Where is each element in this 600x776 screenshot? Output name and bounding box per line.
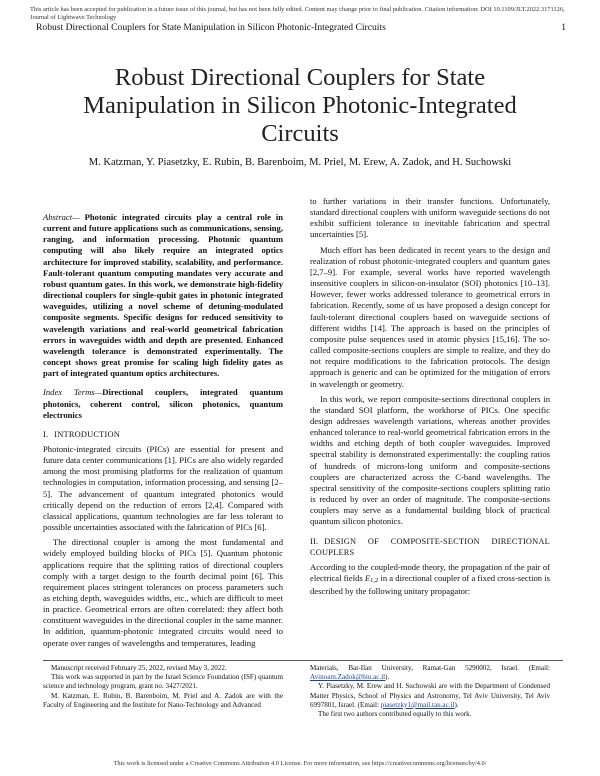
abstract-text: Photonic integrated circuits play a central role in current and future applications such as communications, sensing, ranging, and information processing. Photonic quantum computing will also likely require an integrated optics architecture for improved stability, scalability, and performance. Fault-tolerant quantum computing mandates very accurate and robust quantum gates. In this work, we demonstrate high-fidelity directional couplers for single-qubit gates in photonic integrated waveguides, utilizing a novel scheme of detuning-modulated composite segments. Specific designs for reduced sensitivity to wavelength variations and real-world geometrical fabrication errors in waveguides width and depth are presented. Enhanced wavelength tolerance is demonstrated experimentally. The concept shows great promise for scaling high fidelity gates as part of integrated quantum optics architectures. (43, 212, 283, 379)
footnote: Manuscript received February 25, 2022, revised May 3, 2022. (51, 664, 227, 672)
section-heading-intro: I. INTRODUCTION (43, 429, 120, 439)
abstract-label: Abstract— (43, 212, 80, 222)
left-column (43, 196, 283, 653)
index-terms (43, 387, 283, 420)
footnotes-right (310, 664, 550, 719)
design-paragraph: According to the coupled-mode theory, the propagation of the pair of electrical fields E1,2 in a directional coupler of a fixed cross-section is described by the following unitary propagator: (310, 561, 550, 597)
intro-paragraph: to further variations in their transfer functions. Unfortunately, standard directional couplers with uniform waveguide sections do not exhibit sufficient tolerance to inevitable fabrication and spectral uncertainties [5]. (310, 196, 550, 240)
intro-paragraph: Much effort has been dedicated in recent years to the design and realization of robust photonic-integrated couplers and quantum gates [2,7–9]. For example, several works have reported wavelength insensitive couplers in silicon-on-insulator (SOI) photonics [10–13]. However, fewer works addressed tolerance to geometrical errors in fabrication. Recently, some of us have proposed a design concept for fault-tolerant directional couplers based on waveguide sections of different widths [14]. The approach is based on the principles of composite pulse sequences used in atomic physics [15,16]. The so-called composite-sections couplers are simple to realize, and they do not require modifications to the fabrication protocols. The design approach is generic and can be optimized for the mitigation of errors in wavelength or geometry. (310, 244, 550, 389)
footnote: Materials, Bar-Ilan University, Ramat-Gan 5290002, Israel. (Email: Avinoam.Zadok@biu.ac.il). (310, 664, 550, 682)
running-title: Robust Directional Couplers for State Manipulation in Silicon Photonic-Integrated Circuits (36, 22, 386, 33)
index-terms-text: Directional couplers, integrated quantum photonics, coherent control, silicon photonics, quantum electronics (43, 387, 283, 420)
abstract (43, 212, 283, 379)
footnote: Y. Piasetzky, M. Erew and H. Suchowski are with the Department of Condensed Matter Physics, School of Physics and Astronomy, Tel Aviv University, Tel Aviv 6997801, Israel. (Email: piasetzky1@mail.tau.ac.il). (310, 682, 550, 709)
footnotes-left (43, 664, 283, 710)
section-heading-design: II. DESIGN OF COMPOSITE-SECTION DIRECTIONAL COUPLERS (310, 536, 550, 557)
footnote: M. Katzman, E. Rubin, B. Barenboim, M. Priel and A. Zadok are with the Faculty of Engineering and the Institute for Nano-Technology and Advanced (43, 691, 283, 709)
running-header (36, 22, 566, 33)
license-footer: This work is licensed under a Creative Commons Attribution 4.0 License. For more information, see https://creativecommons.org/licenses/by/4.0/ (113, 760, 487, 767)
paper-title: Robust Directional Couplers for State Manipulation in Silicon Photonic-Integrated Circuits (83, 64, 517, 147)
page-number: 1 (561, 22, 566, 33)
email-link-piasetzky[interactable]: piasetzky1@mail.tau.ac.il (380, 700, 455, 709)
intro-paragraph: In this work, we report composite-sections directional couplers in the standard SOI platform, the workhorse of PICs. One specific design addresses wavelength variations, whereas another provides enhanced tolerance to real-world geometrical fabrication errors in the widths and etching depth of both coupler waveguides. Improved spectral stability is demonstrated experimentally: the coupling ratios of hundreds of microns-long uniform and composite-sections couplers are characterized across the C-band wavelengths. The spectral sensitivity of the composite-sections couplers splitting ratio is reduced by over an order of magnitude. The composite-sections couplers may serve as a fundamental building block of practical quantum silicon photonics. (310, 393, 550, 527)
author-list: M. Katzman, Y. Piasetzky, E. Rubin, B. Barenboim, M. Priel, M. Erew, A. Zadok, and H. Suchowski (88, 157, 512, 168)
field-symbol: E (364, 573, 371, 583)
footnote: This work was supported in part by the Israel Science Foundation (ISF) quantum science and technology program, grant no. 3427/2021. (43, 673, 283, 691)
journal-banner: This article has been accepted for publication in a future issue of this journal, but has not been fully edited. Content may change prior to final publication. Citation information: DOI 10.1109/JLT.2022.3171126, Journal of Lightwave Technology (30, 6, 565, 21)
index-terms-label: Index Terms— (43, 387, 103, 398)
right-column (310, 196, 550, 601)
email-link-zadok[interactable]: Avinoam.Zadok@biu.ac.il (310, 673, 386, 682)
intro-paragraph: The directional coupler is among the most fundamental and widely employed building blocks of PICs [5]. Quantum photonic applications require that the splitting ratios of directional couplers comply with a target design to the fourth decimal point [6]. This requirement places stringent tolerances on process parameters such as etching depth, waveguides widths, etc., which are difficult to meet in practice. Geometrical errors are often correlated: they affect both constituent waveguides in the directional coupler in the same manner. In addition, quantum-photonic integrated circuits would need to operate over ranges of wavelengths and temperatures, leading (43, 537, 283, 648)
footnote-divider (43, 660, 563, 661)
footnote: The first two authors contributed equally to this work. (318, 710, 472, 719)
intro-paragraph: Photonic-integrated circuits (PICs) are essential for present and future data center communications [1]. PICs are also widely regarded among the most promising platforms for the realization of quantum technologies in computation, information processing, and sensing [2–5]. The advancement of quantum integrated photonics would critically depend on the reduction of errors [2,4]. Compared with classical applications, quantum technologies are far less tolerant to possible uncertainties associated with the fabrication of PICs [6]. (43, 443, 283, 533)
field-subscript: 1,2 (370, 577, 379, 584)
